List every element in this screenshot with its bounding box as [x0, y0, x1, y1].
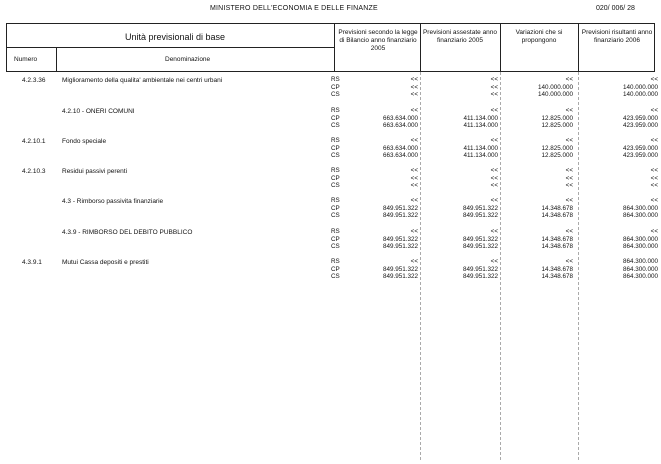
row-value: << — [490, 228, 498, 235]
row-value: 423.959.000 — [622, 122, 658, 130]
row-type-label: CP — [331, 114, 340, 122]
row-value: 864.300.000 — [622, 212, 658, 220]
col1-header: Previsioni secondo la legge di Bilancio anno finanziario 2005 — [338, 29, 418, 53]
row-value: 423.959.000 — [622, 114, 658, 122]
document-title: MINISTERO DELL'ECONOMIA E DELLE FINANZE — [210, 5, 378, 12]
table-top-border — [6, 23, 655, 24]
row-value: << — [490, 258, 498, 265]
row-value: 423.959.000 — [622, 152, 658, 160]
row-type-label: CS — [331, 152, 340, 160]
row-value: << — [490, 174, 498, 182]
row-value: 14.348.678 — [541, 243, 573, 251]
row-value: << — [410, 174, 418, 182]
row-value: 12.825.000 — [541, 144, 573, 152]
row-value: << — [410, 197, 418, 204]
row-value: 12.825.000 — [541, 152, 573, 160]
numero-header: Numero — [14, 56, 38, 63]
row-value: 849.951.322 — [382, 235, 418, 243]
row-value: 12.825.000 — [541, 122, 573, 130]
row-value: << — [410, 182, 418, 190]
row-value: << — [565, 174, 573, 182]
row-value: << — [565, 137, 573, 144]
row-value: 864.300.000 — [622, 204, 658, 212]
row-value: 411.134.000 — [463, 122, 498, 130]
row-value: 864.300.000 — [622, 265, 658, 273]
row-value: 14.348.678 — [541, 204, 573, 212]
row-value: 849.951.322 — [462, 235, 498, 243]
col2-header: Previsioni assestate anno finanziario 2005 — [422, 29, 498, 45]
row-type-label: CS — [331, 122, 340, 130]
row-type-label: CP — [331, 174, 340, 182]
row-type-label: RS — [331, 228, 340, 235]
row-type-label: RS — [331, 137, 340, 144]
col4-left-border — [578, 23, 579, 71]
col2-left-border — [420, 23, 421, 71]
row-value: << — [650, 107, 658, 114]
row-value: << — [490, 137, 498, 144]
row-value: 140.000.000 — [537, 83, 573, 91]
row-value: << — [565, 182, 573, 190]
row-type-label: CP — [331, 235, 340, 243]
col3-header: Variazioni che si propongono — [515, 29, 563, 45]
row-value: << — [565, 258, 573, 265]
row-value: << — [650, 197, 658, 204]
col3-left-border — [500, 23, 501, 71]
numero-divider — [56, 48, 57, 71]
row-value: 849.951.322 — [382, 243, 418, 251]
row-value: 849.951.322 — [382, 273, 418, 281]
row-value: << — [410, 83, 418, 91]
row-value: 411.134.000 — [463, 114, 498, 122]
row-value: << — [565, 167, 573, 174]
page-number: 020/ 006/ 28 — [596, 5, 635, 12]
row-description: 4.3.9 - RIMBORSO DEL DEBITO PUBBLICO — [62, 229, 193, 236]
row-value: 423.959.000 — [622, 144, 658, 152]
row-description: Mutui Cassa depositi e prestiti — [62, 259, 149, 266]
row-type-label: RS — [331, 76, 340, 83]
row-value: << — [650, 76, 658, 83]
row-value: 663.634.000 — [382, 152, 418, 160]
row-value: 14.348.678 — [541, 235, 573, 243]
row-value: << — [410, 91, 418, 99]
row-value: 14.348.678 — [541, 212, 573, 220]
row-value: << — [650, 167, 658, 174]
row-description: 4.2.10 - ONERI COMUNI — [62, 108, 135, 115]
row-value: 849.951.322 — [462, 204, 498, 212]
row-value: << — [650, 182, 658, 190]
row-value: 849.951.322 — [382, 212, 418, 220]
row-code: 4.2.10.3 — [22, 168, 46, 175]
row-value: 849.951.322 — [462, 273, 498, 281]
row-code: 4.3.9.1 — [22, 259, 42, 266]
row-type-label: CS — [331, 182, 340, 190]
header-bottom-border — [6, 71, 655, 72]
row-type-label: CP — [331, 204, 340, 212]
row-value: << — [650, 137, 658, 144]
row-type-label: CP — [331, 265, 340, 273]
row-type-label: CS — [331, 273, 340, 281]
row-value: 663.634.000 — [382, 114, 418, 122]
row-value: << — [490, 76, 498, 83]
row-value: 663.634.000 — [382, 122, 418, 130]
row-value: 140.000.000 — [622, 91, 658, 99]
denominazione-header: Denominazione — [165, 56, 211, 63]
row-value: << — [410, 137, 418, 144]
row-description: Miglioramento della qualita' ambientale nei centri urbani — [62, 77, 223, 84]
row-value: 864.300.000 — [622, 235, 658, 243]
row-value: 14.348.678 — [541, 273, 573, 281]
row-value: << — [410, 107, 418, 114]
row-type-label: RS — [331, 197, 340, 204]
row-value: 140.000.000 — [537, 91, 573, 99]
row-value: << — [490, 107, 498, 114]
row-value: << — [490, 91, 498, 99]
row-type-label: RS — [331, 107, 340, 114]
row-value: << — [490, 182, 498, 190]
row-value: 411.134.000 — [463, 152, 498, 160]
row-value: 864.300.000 — [622, 258, 658, 265]
row-description: Residui passivi perenti — [62, 168, 128, 175]
row-value: << — [565, 228, 573, 235]
row-type-label: RS — [331, 258, 340, 265]
row-value: << — [410, 76, 418, 83]
col4-header: Previsioni risultanti anno finanziario 2006 — [581, 29, 653, 45]
row-description: 4.3 - Rimborso passivita finanziarie — [62, 198, 164, 205]
row-type-label: RS — [331, 167, 340, 174]
row-value: << — [650, 228, 658, 235]
row-type-label: CS — [331, 91, 340, 99]
table-right-border — [654, 23, 655, 71]
row-value: 140.000.000 — [622, 83, 658, 91]
row-type-label: CP — [331, 83, 340, 91]
row-value: << — [565, 76, 573, 83]
row-value: 849.951.322 — [382, 204, 418, 212]
row-value: 12.825.000 — [541, 114, 573, 122]
row-type-label: CS — [331, 212, 340, 220]
row-code: 4.2.10.1 — [22, 138, 46, 145]
row-value: 411.134.000 — [463, 144, 498, 152]
row-value: << — [490, 83, 498, 91]
row-value: << — [490, 197, 498, 204]
row-value: 864.300.000 — [622, 243, 658, 251]
row-value: 849.951.322 — [462, 243, 498, 251]
row-value: << — [490, 167, 498, 174]
row-type-label: CP — [331, 144, 340, 152]
row-value: 849.951.322 — [462, 265, 498, 273]
row-value: << — [565, 107, 573, 114]
row-value: 849.951.322 — [382, 265, 418, 273]
row-value: 14.348.678 — [541, 265, 573, 273]
row-value: << — [410, 167, 418, 174]
row-value: << — [410, 258, 418, 265]
row-value: 663.634.000 — [382, 144, 418, 152]
row-value: << — [565, 197, 573, 204]
unita-title: Unità previsionali di base — [125, 32, 226, 42]
row-value: 849.951.322 — [462, 212, 498, 220]
col1-left-border — [334, 23, 335, 71]
row-value: 864.300.000 — [622, 273, 658, 281]
row-code: 4.2.3.36 — [22, 77, 46, 84]
row-type-label: CS — [331, 243, 340, 251]
row-value: << — [410, 228, 418, 235]
row-description: Fondo speciale — [62, 138, 107, 145]
row-value: << — [650, 174, 658, 182]
